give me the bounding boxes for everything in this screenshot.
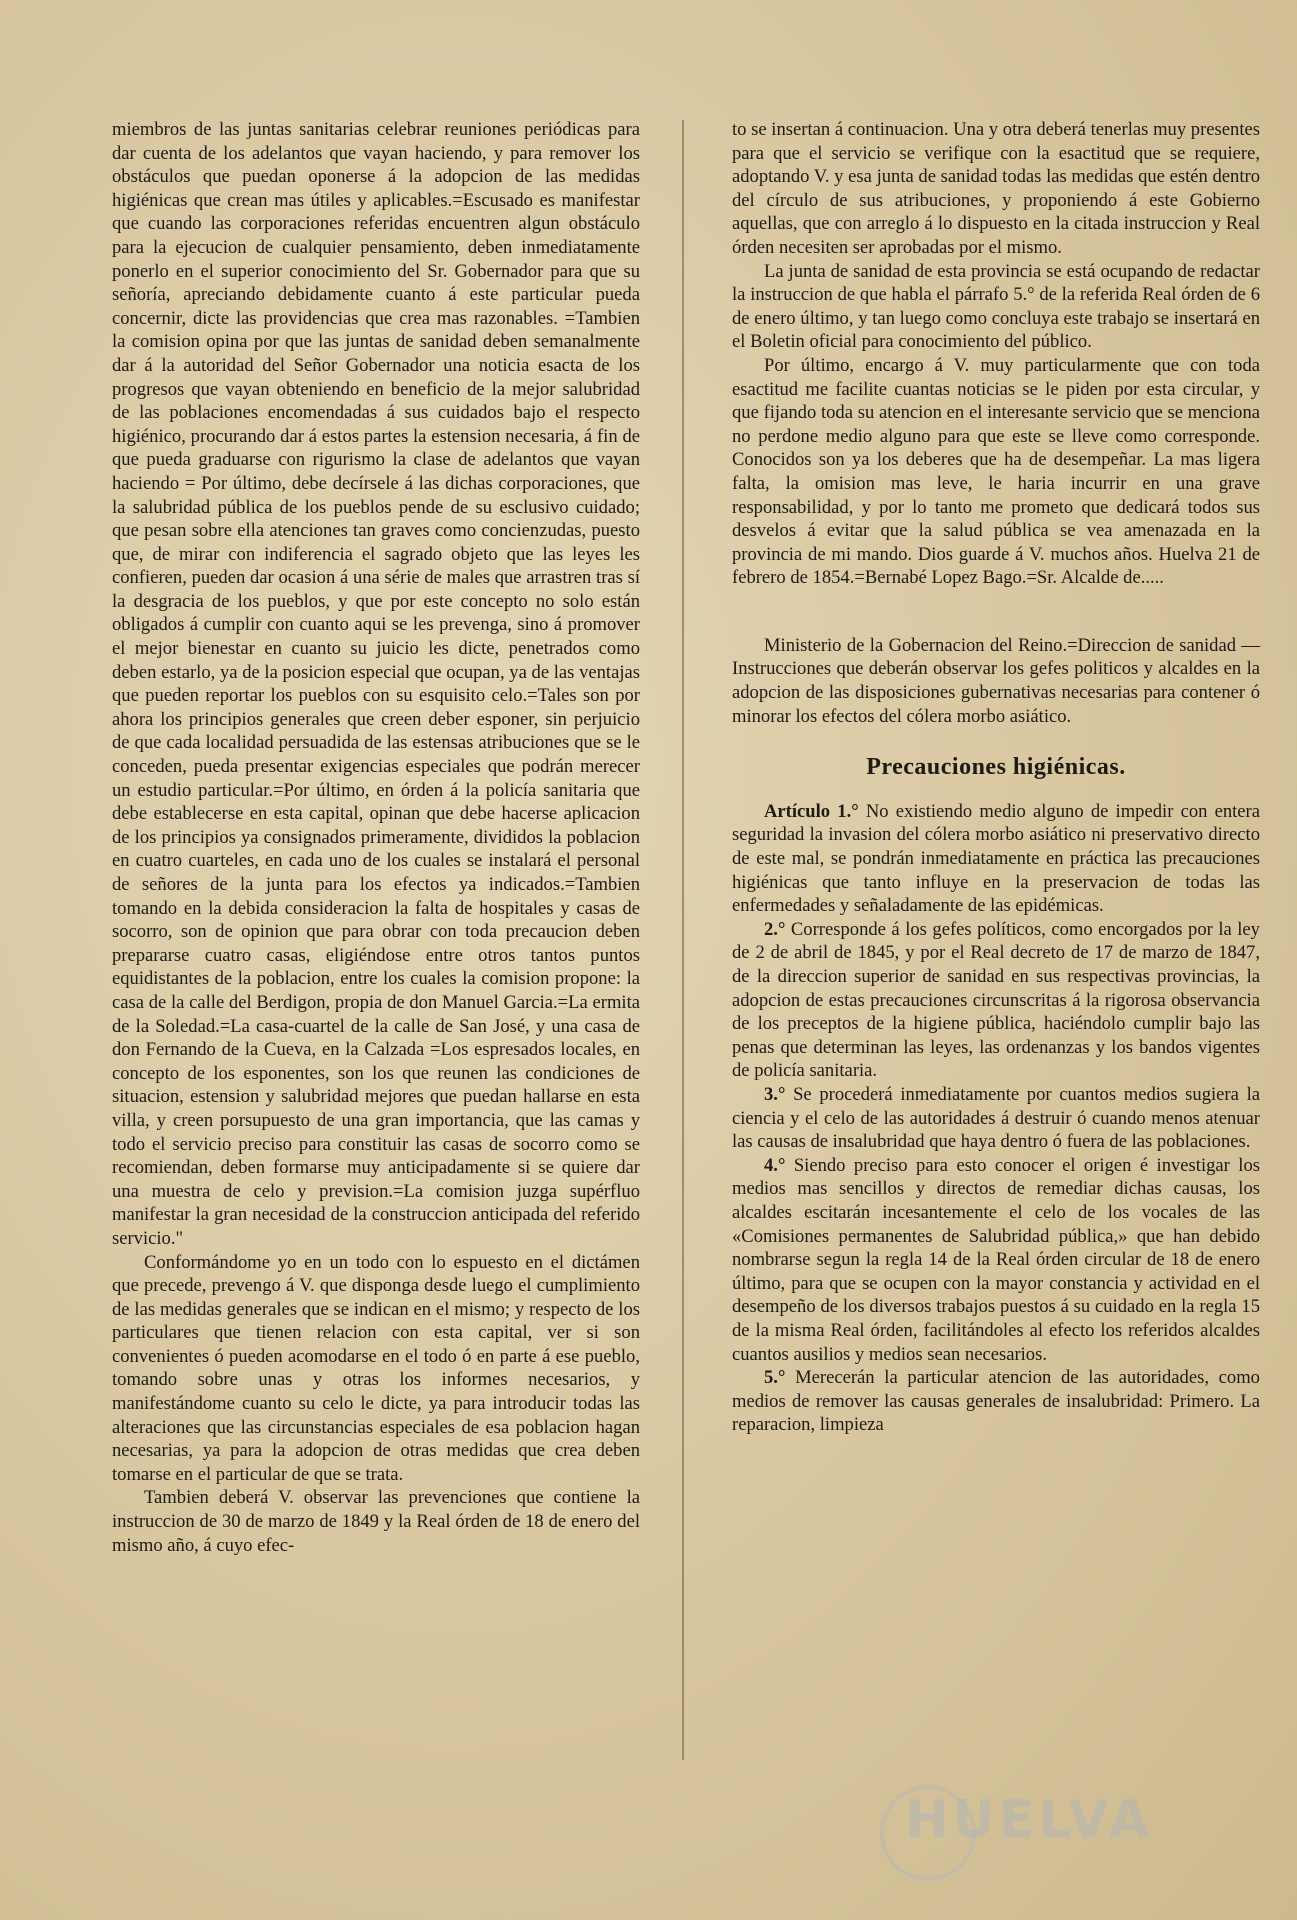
article-5: [732, 1366, 1260, 1437]
watermark-text: HUELVA: [905, 1790, 1154, 1850]
article-2: [732, 918, 1260, 1083]
section-gap: [732, 590, 1260, 634]
article-4: [732, 1154, 1260, 1366]
left-paragraph-commission-report: miembros de las juntas sanitarias celebrar reuniones periódicas para dar cuenta de los adelantos que vayan haciendo, y para remover los obstáculos que puedan oponerse á la adopcion de las medidas higiénicas que crean mas útiles y aplicables.=Escusado es manifestar que cuando las corporaciones referidas encuentren algun obstáculo para la ejecucion de cualquier pensamiento, deben inmediatamente ponerlo en el superior conocimiento del Sr. Gobernador para que su señoría, apreciando debidamente cuanto á este particular pueda concernir, dicte las providencias que crea mas razonables. =Tambien la comision opina por que las juntas de sanidad deben semanalmente dar á la autoridad del Señor Gobernador una noticia esacta de los progresos que vayan obteniendo en beneficio de la mejor salubridad de las poblaciones encomendadas á sus cuidados bajo el respecto higiénico, procurando dar á estos partes la estension necesaria, á fin de que pueda graduarse con rigurismo la clase de adelantos que vayan haciendo = Por último, debe decírsele á las dichas corporaciones, que la salubridad pública de los pueblos pende de su esclusivo cuidado; que pesan sobre ella atenciones tan graves como concienzudas, puesto que, de mirar con indiferencia el sagrado objeto que las leyes les confieren, pueden dar ocasion á una série de males que arrastren tras sí la desgracia de los pueblos, y que por este concepto no solo están obligados á cumplir con cuanto aqui se les prevenga, sino á promover el mejor bienestar en cuanto su juicio les dicte, penetrados como deben estarlo, ya de la posicion especial que ocupan, ya de las ventajas que pueden reportar los pueblos con su esquisito celo.=Tales son por ahora los principios generales que creen deber esponer, sin perjuicio de que cada localidad persuadida de las estensas atribuciones que se le conceden, pueda presentar exigencias especiales que podrán merecer un estudio particular.=Por último, en órden á la policía sanitaria que debe establecerse en esta capital, opinan que debe hacerse aplicacion de los principios ya consignados primeramente, divididos la poblacion en cuatro cuarteles, en cada uno de los cuales se instalará el personal de señores de la junta para los efectos ya indicados.=Tambien tomando en la debida consideracion la falta de hospitales y casas de socorro, son de opinion que para obrar con toda precaucion deben prepararse cuatro casas, eligiéndose entre otros tantos puntos equidistantes de la poblacion, entre los cuales la comision propone: la casa de la calle del Berdigon, propia de don Manuel Garcia.=La ermita de la Soledad.=La casa-cuartel de la calle de San José, y una casa de don Fernando de la Cueva, en la Calzada =Los espresados locales, en concepto de los esponentes, son los que reunen las condiciones de situacion, estension y salubridad mejores que puedan hallarse en esta villa, y creen porsupuesto de una gran importancia, que las camas y todo el servicio preciso para constituir las casas de socorro como se recomiendan, deben formarse muy anticipadamente si se quiere dar una muestra de celo y prevision.=La comision juzga supérfluo manifestar la gran necesidad de la construccion anticipada del referido servicio.": [112, 119, 640, 1249]
article-2-number: 2.°: [764, 918, 786, 940]
article-4-number: 4.°: [764, 1154, 786, 1176]
article-2-text: Corresponde á los gefes políticos, como encorgados por la ley de 2 de abril de 1845, y por el Real decreto de 17 de marzo de 1847, de la direccion superior de sanidad en sus respectivas provincias, la adopcion de estas precauciones circunscritas á la rigorosa observancia de los preceptos de la higiene pública, haciéndolo cumplir bajo las penas que determinan las leyes, las ordenanzas y los bandos vigentes de policía sanitaria.: [732, 918, 1260, 1082]
right-column: [732, 118, 1260, 1437]
right-paragraph-junta: La junta de sanidad de esta provincia se está ocupando de redactar la instruccion de que habla el párrafo 5.° de la referida Real órden de 6 de enero último, y tan luego como concluya este trabajo se insertará en el Boletin oficial para conocimiento del público.: [732, 260, 1260, 353]
article-5-text: Merecerán la particular atencion de las autoridades, como medios de remover las causas generales de insalubridad: Primero. La reparacion, limpieza: [732, 1367, 1260, 1436]
article-4-text: Siendo preciso para esto conocer el origen é investigar los medios mas sencillos y directos de remediar dichas causas, los alcaldes escitarán incesantemente el celo de los vocales de las «Comisiones permanentes de Salubridad pública,» que han debido nombrarse segun la regla 14 de la Real órden circular de 18 de enero último, para que se ocupen con la mayor constancia y actividad en el desempeño de los diversos trabajos puestos á su cuidado en la regla 15 de la misma Real órden, facilitándoles al efecto los referidos alcaldes cuantos ausilios y medios sean necesarios.: [732, 1154, 1260, 1365]
ministry-intro: Ministerio de la Gobernacion del Reino.=Direccion de sanidad —Instrucciones que deberán observar los gefes politicos y alcaldes en la adopcion de las disposiciones gubernativas necesarias para contener ó minorar los efectos del cólera morbo asiático.: [732, 634, 1260, 727]
left-column: [112, 118, 640, 1557]
article-1-text: No existiendo medio alguno de impedir con entera seguridad la invasion del cólera morbo asiático ni preservativo directo de este mal, se pondrán inmediatamente en práctica las precauciones higiénicas que tanto influye en la preservacion de todas las enfermedades y señaladamente de las epidémicas.: [732, 800, 1261, 917]
right-paragraph-continuation: to se insertan á continuacion. Una y otra deberá tenerlas muy presentes para que el servicio se verifique con la esactitud que se requiere, adoptando V. y esa junta de sanidad todas las medidas que estén dentro del círculo de sus atribuciones, y proponiendo á este Gobierno aquellas, que con arreglo á lo dispuesto en la citada instruccion y Real órden necesiten ser aprobadas por el mismo.: [732, 119, 1260, 258]
article-3-text: Se procederá inmediatamente por cuantos medios sugiera la ciencia y el celo de las autoridades á destruir ó cuando menos atenuar las causas de insalubridad que haya dentro ó fuera de las poblaciones.: [732, 1083, 1260, 1153]
article-1-number: Artículo 1.°: [764, 800, 859, 822]
article-1: [732, 800, 1260, 918]
section-heading: Precauciones higiénicas.: [866, 754, 1126, 781]
article-3: [732, 1083, 1260, 1154]
right-paragraph-closing: Por último, encargo á V. muy particularmente que con toda esactitud me facilite cuantas noticias se le piden por esta circular, y que fijando toda su atencion en el interesante servicio que se menciona no perdone medio alguno para que este se lleve como corresponde. Conocidos son ya los deberes que ha de desempeñar. La mas ligera falta, la omision mas leve, le haria incurrir en una grave responsabilidad, y por lo tanto me prometo que dedicará todos sus desvelos á evitar que la salud pública se vea amenazada en la provincia de mi mando. Dios guarde á V. muchos años. Huelva 21 de febrero de 1854.=Bernabé Lopez Bago.=Sr. Alcalde de.....: [732, 354, 1260, 589]
article-3-number: 3.°: [764, 1083, 786, 1105]
article-5-number: 5.°: [764, 1367, 786, 1389]
column-divider: [682, 120, 684, 1760]
left-paragraph-conformity: Conformándome yo en un todo con lo espuesto en el dictámen que precede, prevengo á V. que disponga desde luego el cumplimiento de las medidas generales que se indican en el mismo; y respecto de los particulares que tienen relacion con esta capital, ver si son convenientes ó pueden acomodarse en el todo ó en parte á ese pueblo, tomando sobre unas y otras los informes necesarios, y manifestándome cuanto su celo le dicte, ya para introducir todas las alteraciones que las circunstancias especiales de esa poblacion hagan necesarias, ya para la adopcion de otras medidas que crea deben tomarse en el particular de que se trata.: [112, 1251, 640, 1485]
left-paragraph-observe-instruction: Tambien deberá V. observar las prevenciones que contiene la instruccion de 30 de marzo de 1849 y la Real órden de 18 de enero del mismo año, á cuyo efec-: [112, 1487, 640, 1556]
